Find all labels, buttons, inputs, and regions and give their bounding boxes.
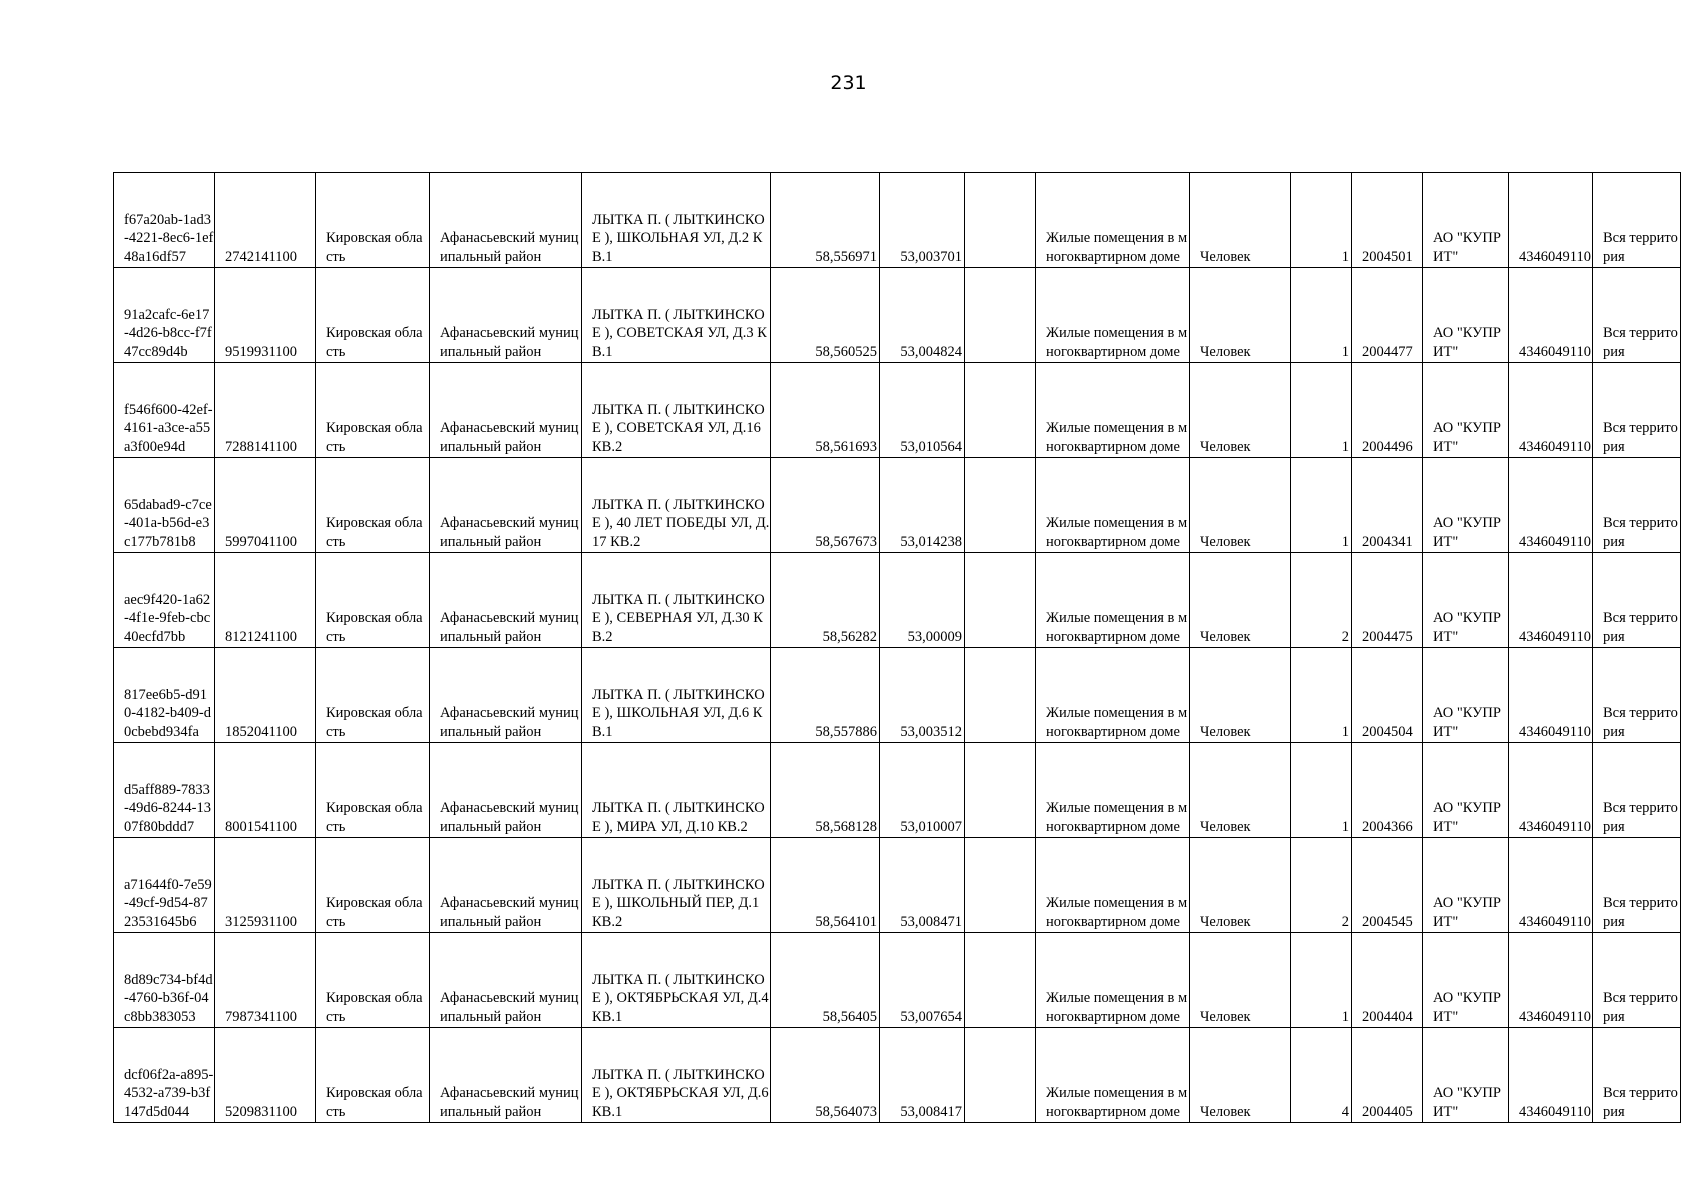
code-cell: 3125931100 [215,838,316,933]
latitude-cell: 58,568128 [771,743,880,838]
region-cell: Кировская область [316,363,430,458]
territory-cell: Вся территория [1593,458,1681,553]
unit-cell: Человек [1190,458,1291,553]
premises-type-cell: Жилые помещения в многоквартирном доме [1036,933,1190,1028]
region-cell: Кировская область [316,268,430,363]
region-cell: Кировская область [316,458,430,553]
data-table [113,172,1681,1123]
table-row [114,743,1681,838]
organization-cell: АО "КУПРИТ" [1423,1028,1509,1123]
organization-cell: АО "КУПРИТ" [1423,173,1509,268]
empty-cell [965,553,1036,648]
page-number: 231 [830,72,867,94]
service-code-cell: 2004504 [1352,648,1423,743]
premises-type-cell: Жилые помещения в многоквартирном доме [1036,173,1190,268]
organization-cell: АО "КУПРИТ" [1423,648,1509,743]
premises-type-cell: Жилые помещения в многоквартирном доме [1036,458,1190,553]
table-row [114,933,1681,1028]
table-row [114,458,1681,553]
inn-cell: 4346049110 [1509,553,1593,648]
inn-cell: 4346049110 [1509,173,1593,268]
empty-cell [965,743,1036,838]
service-code-cell: 2004475 [1352,553,1423,648]
count-cell: 1 [1291,648,1352,743]
unit-cell: Человек [1190,743,1291,838]
count-cell: 1 [1291,268,1352,363]
record-id-cell: aec9f420-1a62-4f1e-9feb-cbc40ecfd7bb [114,553,215,648]
code-cell: 8001541100 [215,743,316,838]
district-cell: Афанасьевский муниципальный район [430,648,582,743]
unit-cell: Человек [1190,268,1291,363]
region-cell: Кировская область [316,838,430,933]
longitude-cell: 53,014238 [880,458,965,553]
service-code-cell: 2004545 [1352,838,1423,933]
count-cell: 4 [1291,1028,1352,1123]
inn-cell: 4346049110 [1509,268,1593,363]
inn-cell: 4346049110 [1509,933,1593,1028]
address-cell: ЛЫТКА П. ( ЛЫТКИНСКОЕ ), ОКТЯБРЬСКАЯ УЛ, Д.6 КВ.1 [582,1028,771,1123]
service-code-cell: 2004496 [1352,363,1423,458]
organization-cell: АО "КУПРИТ" [1423,743,1509,838]
premises-type-cell: Жилые помещения в многоквартирном доме [1036,648,1190,743]
longitude-cell: 53,004824 [880,268,965,363]
record-id-cell: 91a2cafc-6e17-4d26-b8cc-f7f47cc89d4b [114,268,215,363]
region-cell: Кировская область [316,648,430,743]
address-cell: ЛЫТКА П. ( ЛЫТКИНСКОЕ ), СОВЕТСКАЯ УЛ, Д.3 КВ.1 [582,268,771,363]
unit-cell: Человек [1190,1028,1291,1123]
territory-cell: Вся территория [1593,648,1681,743]
empty-cell [965,173,1036,268]
latitude-cell: 58,564073 [771,1028,880,1123]
empty-cell [965,648,1036,743]
record-id-cell: d5aff889-7833-49d6-8244-1307f80bddd7 [114,743,215,838]
code-cell: 7987341100 [215,933,316,1028]
premises-type-cell: Жилые помещения в многоквартирном доме [1036,553,1190,648]
latitude-cell: 58,560525 [771,268,880,363]
region-cell: Кировская область [316,1028,430,1123]
territory-cell: Вся территория [1593,743,1681,838]
latitude-cell: 58,557886 [771,648,880,743]
premises-type-cell: Жилые помещения в многоквартирном доме [1036,838,1190,933]
unit-cell: Человек [1190,363,1291,458]
longitude-cell: 53,008417 [880,1028,965,1123]
record-id-cell: f67a20ab-1ad3-4221-8ec6-1ef48a16df57 [114,173,215,268]
address-cell: ЛЫТКА П. ( ЛЫТКИНСКОЕ ), СЕВЕРНАЯ УЛ, Д.30 КВ.2 [582,553,771,648]
code-cell: 5997041100 [215,458,316,553]
district-cell: Афанасьевский муниципальный район [430,553,582,648]
empty-cell [965,933,1036,1028]
unit-cell: Человек [1190,648,1291,743]
record-id-cell: dcf06f2a-a895-4532-a739-b3f147d5d044 [114,1028,215,1123]
service-code-cell: 2004405 [1352,1028,1423,1123]
code-cell: 2742141100 [215,173,316,268]
table-row [114,363,1681,458]
region-cell: Кировская область [316,933,430,1028]
region-cell: Кировская область [316,743,430,838]
premises-type-cell: Жилые помещения в многоквартирном доме [1036,268,1190,363]
territory-cell: Вся территория [1593,838,1681,933]
longitude-cell: 53,008471 [880,838,965,933]
unit-cell: Человек [1190,173,1291,268]
organization-cell: АО "КУПРИТ" [1423,268,1509,363]
count-cell: 1 [1291,363,1352,458]
table-row [114,838,1681,933]
address-cell: ЛЫТКА П. ( ЛЫТКИНСКОЕ ), ОКТЯБРЬСКАЯ УЛ, Д.4 КВ.1 [582,933,771,1028]
organization-cell: АО "КУПРИТ" [1423,553,1509,648]
district-cell: Афанасьевский муниципальный район [430,743,582,838]
inn-cell: 4346049110 [1509,363,1593,458]
territory-cell: Вся территория [1593,933,1681,1028]
table-row [114,553,1681,648]
count-cell: 1 [1291,743,1352,838]
record-id-cell: f546f600-42ef-4161-a3ce-a55a3f00e94d [114,363,215,458]
territory-cell: Вся территория [1593,553,1681,648]
address-cell: ЛЫТКА П. ( ЛЫТКИНСКОЕ ), СОВЕТСКАЯ УЛ, Д.16 КВ.2 [582,363,771,458]
count-cell: 1 [1291,458,1352,553]
count-cell: 1 [1291,933,1352,1028]
district-cell: Афанасьевский муниципальный район [430,933,582,1028]
code-cell: 5209831100 [215,1028,316,1123]
latitude-cell: 58,56405 [771,933,880,1028]
inn-cell: 4346049110 [1509,838,1593,933]
premises-type-cell: Жилые помещения в многоквартирном доме [1036,363,1190,458]
organization-cell: АО "КУПРИТ" [1423,933,1509,1028]
empty-cell [965,363,1036,458]
unit-cell: Человек [1190,933,1291,1028]
service-code-cell: 2004477 [1352,268,1423,363]
longitude-cell: 53,003701 [880,173,965,268]
district-cell: Афанасьевский муниципальный район [430,838,582,933]
address-cell: ЛЫТКА П. ( ЛЫТКИНСКОЕ ), ШКОЛЬНАЯ УЛ, Д.6 КВ.1 [582,648,771,743]
service-code-cell: 2004341 [1352,458,1423,553]
organization-cell: АО "КУПРИТ" [1423,363,1509,458]
address-cell: ЛЫТКА П. ( ЛЫТКИНСКОЕ ), ШКОЛЬНЫЙ ПЕР, Д.1 КВ.2 [582,838,771,933]
inn-cell: 4346049110 [1509,458,1593,553]
service-code-cell: 2004501 [1352,173,1423,268]
district-cell: Афанасьевский муниципальный район [430,173,582,268]
table-row [114,268,1681,363]
address-cell: ЛЫТКА П. ( ЛЫТКИНСКОЕ ), ШКОЛЬНАЯ УЛ, Д.2 КВ.1 [582,173,771,268]
address-cell: ЛЫТКА П. ( ЛЫТКИНСКОЕ ), 40 ЛЕТ ПОБЕДЫ УЛ, Д.17 КВ.2 [582,458,771,553]
address-cell: ЛЫТКА П. ( ЛЫТКИНСКОЕ ), МИРА УЛ, Д.10 КВ.2 [582,743,771,838]
region-cell: Кировская область [316,173,430,268]
territory-cell: Вся территория [1593,268,1681,363]
territory-cell: Вся территория [1593,1028,1681,1123]
code-cell: 7288141100 [215,363,316,458]
table-row [114,648,1681,743]
code-cell: 1852041100 [215,648,316,743]
region-cell: Кировская область [316,553,430,648]
district-cell: Афанасьевский муниципальный район [430,458,582,553]
district-cell: Афанасьевский муниципальный район [430,1028,582,1123]
service-code-cell: 2004404 [1352,933,1423,1028]
premises-type-cell: Жилые помещения в многоквартирном доме [1036,1028,1190,1123]
longitude-cell: 53,007654 [880,933,965,1028]
unit-cell: Человек [1190,838,1291,933]
code-cell: 9519931100 [215,268,316,363]
inn-cell: 4346049110 [1509,648,1593,743]
count-cell: 1 [1291,173,1352,268]
territory-cell: Вся территория [1593,363,1681,458]
latitude-cell: 58,556971 [771,173,880,268]
longitude-cell: 53,003512 [880,648,965,743]
table-row [114,173,1681,268]
longitude-cell: 53,010007 [880,743,965,838]
table-body [114,173,1681,1123]
latitude-cell: 58,567673 [771,458,880,553]
empty-cell [965,458,1036,553]
organization-cell: АО "КУПРИТ" [1423,838,1509,933]
code-cell: 8121241100 [215,553,316,648]
record-id-cell: 817ee6b5-d910-4182-b409-d0cbebd934fa [114,648,215,743]
empty-cell [965,838,1036,933]
longitude-cell: 53,00009 [880,553,965,648]
latitude-cell: 58,56282 [771,553,880,648]
district-cell: Афанасьевский муниципальный район [430,363,582,458]
count-cell: 2 [1291,838,1352,933]
table-row [114,1028,1681,1123]
empty-cell [965,1028,1036,1123]
longitude-cell: 53,010564 [880,363,965,458]
latitude-cell: 58,561693 [771,363,880,458]
organization-cell: АО "КУПРИТ" [1423,458,1509,553]
territory-cell: Вся территория [1593,173,1681,268]
record-id-cell: 65dabad9-c7ce-401a-b56d-e3c177b781b8 [114,458,215,553]
inn-cell: 4346049110 [1509,743,1593,838]
inn-cell: 4346049110 [1509,1028,1593,1123]
premises-type-cell: Жилые помещения в многоквартирном доме [1036,743,1190,838]
record-id-cell: 8d89c734-bf4d-4760-b36f-04c8bb383053 [114,933,215,1028]
unit-cell: Человек [1190,553,1291,648]
empty-cell [965,268,1036,363]
district-cell: Афанасьевский муниципальный район [430,268,582,363]
count-cell: 2 [1291,553,1352,648]
latitude-cell: 58,564101 [771,838,880,933]
record-id-cell: a71644f0-7e59-49cf-9d54-8723531645b6 [114,838,215,933]
service-code-cell: 2004366 [1352,743,1423,838]
